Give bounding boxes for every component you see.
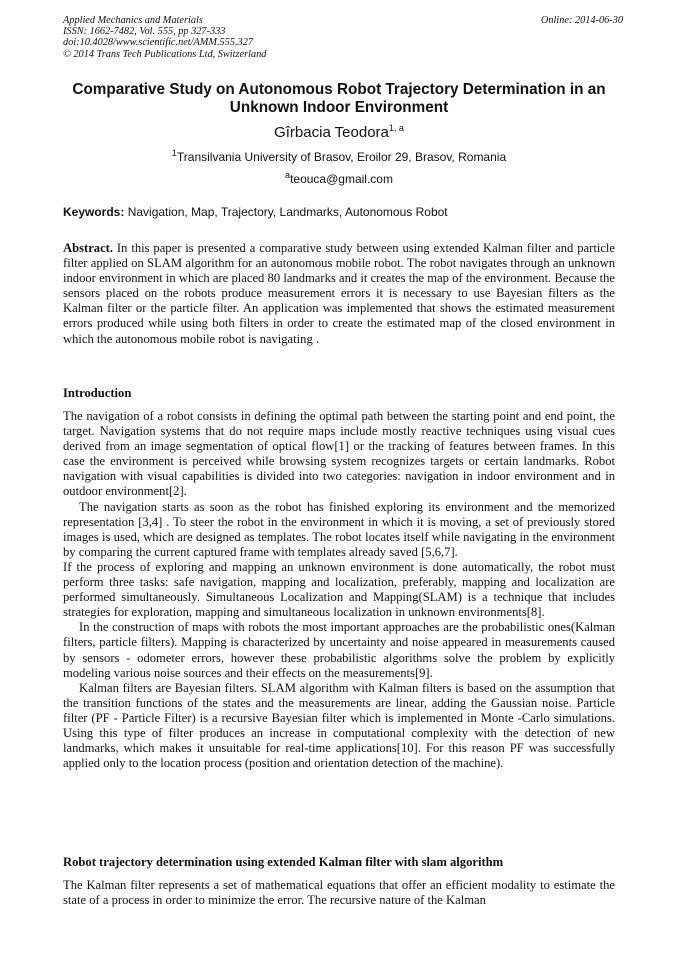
section-kalman-body <box>63 878 615 908</box>
journal-doi: doi:10.4028/www.scientific.net/AMM.555.327 <box>63 37 253 49</box>
intro-paragraph-1: The navigation of a robot consists in defining the optimal path between the starting point and end point, the target. Navigation systems that do not require maps include mostly reactive techniques using visual cues derived from an image segmentation of optical flow[1] or the tracking of features between frames. In this case the environment is perceived while browsing system recognizes targets or certain landmarks. Robot navigation with visual capabilities is divided into two categories: navigation in indoor environment and in outdoor environment[2]. <box>63 409 615 499</box>
affiliation-mark: 1 <box>171 148 177 158</box>
intro-paragraph-3: If the process of exploring and mapping an unknown environment is done automatically, the robot must perform three tasks: safe navigation, mapping and localization, preferably, mapping and localization are performed simultaneously. Simultaneous Localization and Mapping(SLAM) is a technique that includes strategies for exploration, mapping and simultaneous localization in unknown environments[8]. <box>63 559 615 620</box>
author-line <box>0 124 678 141</box>
intro-paragraph-2: The navigation starts as soon as the robot has finished exploring its environment and the memorized representation [3,4] . To steer the robot in the environment in which it is moving, a set of previously stored images is used, which are designed as templates. The robot locates itself while navigating in the environment by comparing the current captured frame with templates already saved [5,6,7]. <box>63 499 615 559</box>
kalman-paragraph-1: The Kalman filter represents a set of mathematical equations that offer an efficient modality to estimate the state of a process in order to minimize the error. The recursive nature of the Kalman <box>63 878 615 908</box>
email-mark: a <box>285 170 291 180</box>
journal-issn: ISSN: 1662-7482, Vol. 555, pp 327-333 <box>63 26 226 38</box>
abstract-label: Abstract. <box>63 241 114 255</box>
paper-title: Comparative Study on Autonomous Robot Trajectory Determination in an Unknown Indoor Environment <box>72 81 606 116</box>
section-heading-kalman: Robot trajectory determination using extended Kalman filter with slam algorithm <box>63 855 504 869</box>
journal-name: Applied Mechanics and Materials <box>63 15 203 26</box>
keywords-text: Navigation, Map, Trajectory, Landmarks, Autonomous Robot <box>124 205 448 219</box>
abstract-text: In this paper is presented a comparative study between using extended Kalman filter and particle filter applied on SLAM algorithm for an autonomous mobile robot. The robot navigates through an unknown indoor environment in which are placed 80 landmarks and it creates the map of the environment. Because the sensors placed on the robots produce measurement errors it is necessary to use Bayesian filters as the Kalman filter or the particle filter. An application was implemented that shows the estimated measurement errors produced while using both filters in order to create the estimated map of the closed environment in which the autonomous mobile robot is navigating . <box>63 241 615 346</box>
journal-copyright: © 2014 Trans Tech Publications Ltd, Switzerland <box>63 48 267 60</box>
intro-paragraph-5: Kalman filters are Bayesian filters. SLAM algorithm with Kalman filters is based on the assumption that the transition functions of the states and the measurements are linear, adding the Gaussian noise. Particle filter (PF - Particle Filter) is a recursive Bayesian filter which is implemented in Monte -Carlo simulations. Using this type of filter produces an increase in computational complexity with the detection of new landmarks, which makes it unsuitable for real-time applications[10]. For this reason PF was successfully applied only to the location process (position and orientation detection of the machine). <box>63 680 615 771</box>
author-name: Gîrbacia Teodora <box>274 124 389 141</box>
journal-info <box>63 15 266 60</box>
intro-paragraph-4: In the construction of maps with robots the most important approaches are the probabilistic ones(Kalman filters, particle filters). Mapping is characterized by uncertainty and noise appeared in measurements caused by sensors - odometer errors, however these probabilistic algorithms solve the problem by explicitly modeling various noise sources and their effects on the measurements[9]. <box>63 620 615 680</box>
keywords <box>63 205 623 219</box>
email-text: teouca@gmail.com <box>290 172 393 186</box>
keywords-label: Keywords: <box>63 205 125 219</box>
affiliation <box>0 150 678 164</box>
online-date: Online: 2014-06-30 <box>540 15 623 26</box>
introduction-body <box>63 409 615 771</box>
author-marks: 1, a <box>388 123 404 133</box>
introduction-heading: Introduction <box>63 386 132 400</box>
author-email <box>0 172 678 186</box>
abstract <box>63 241 615 347</box>
affiliation-text: Transilvania University of Brasov, Eroilor 29, Brasov, Romania <box>176 150 507 164</box>
